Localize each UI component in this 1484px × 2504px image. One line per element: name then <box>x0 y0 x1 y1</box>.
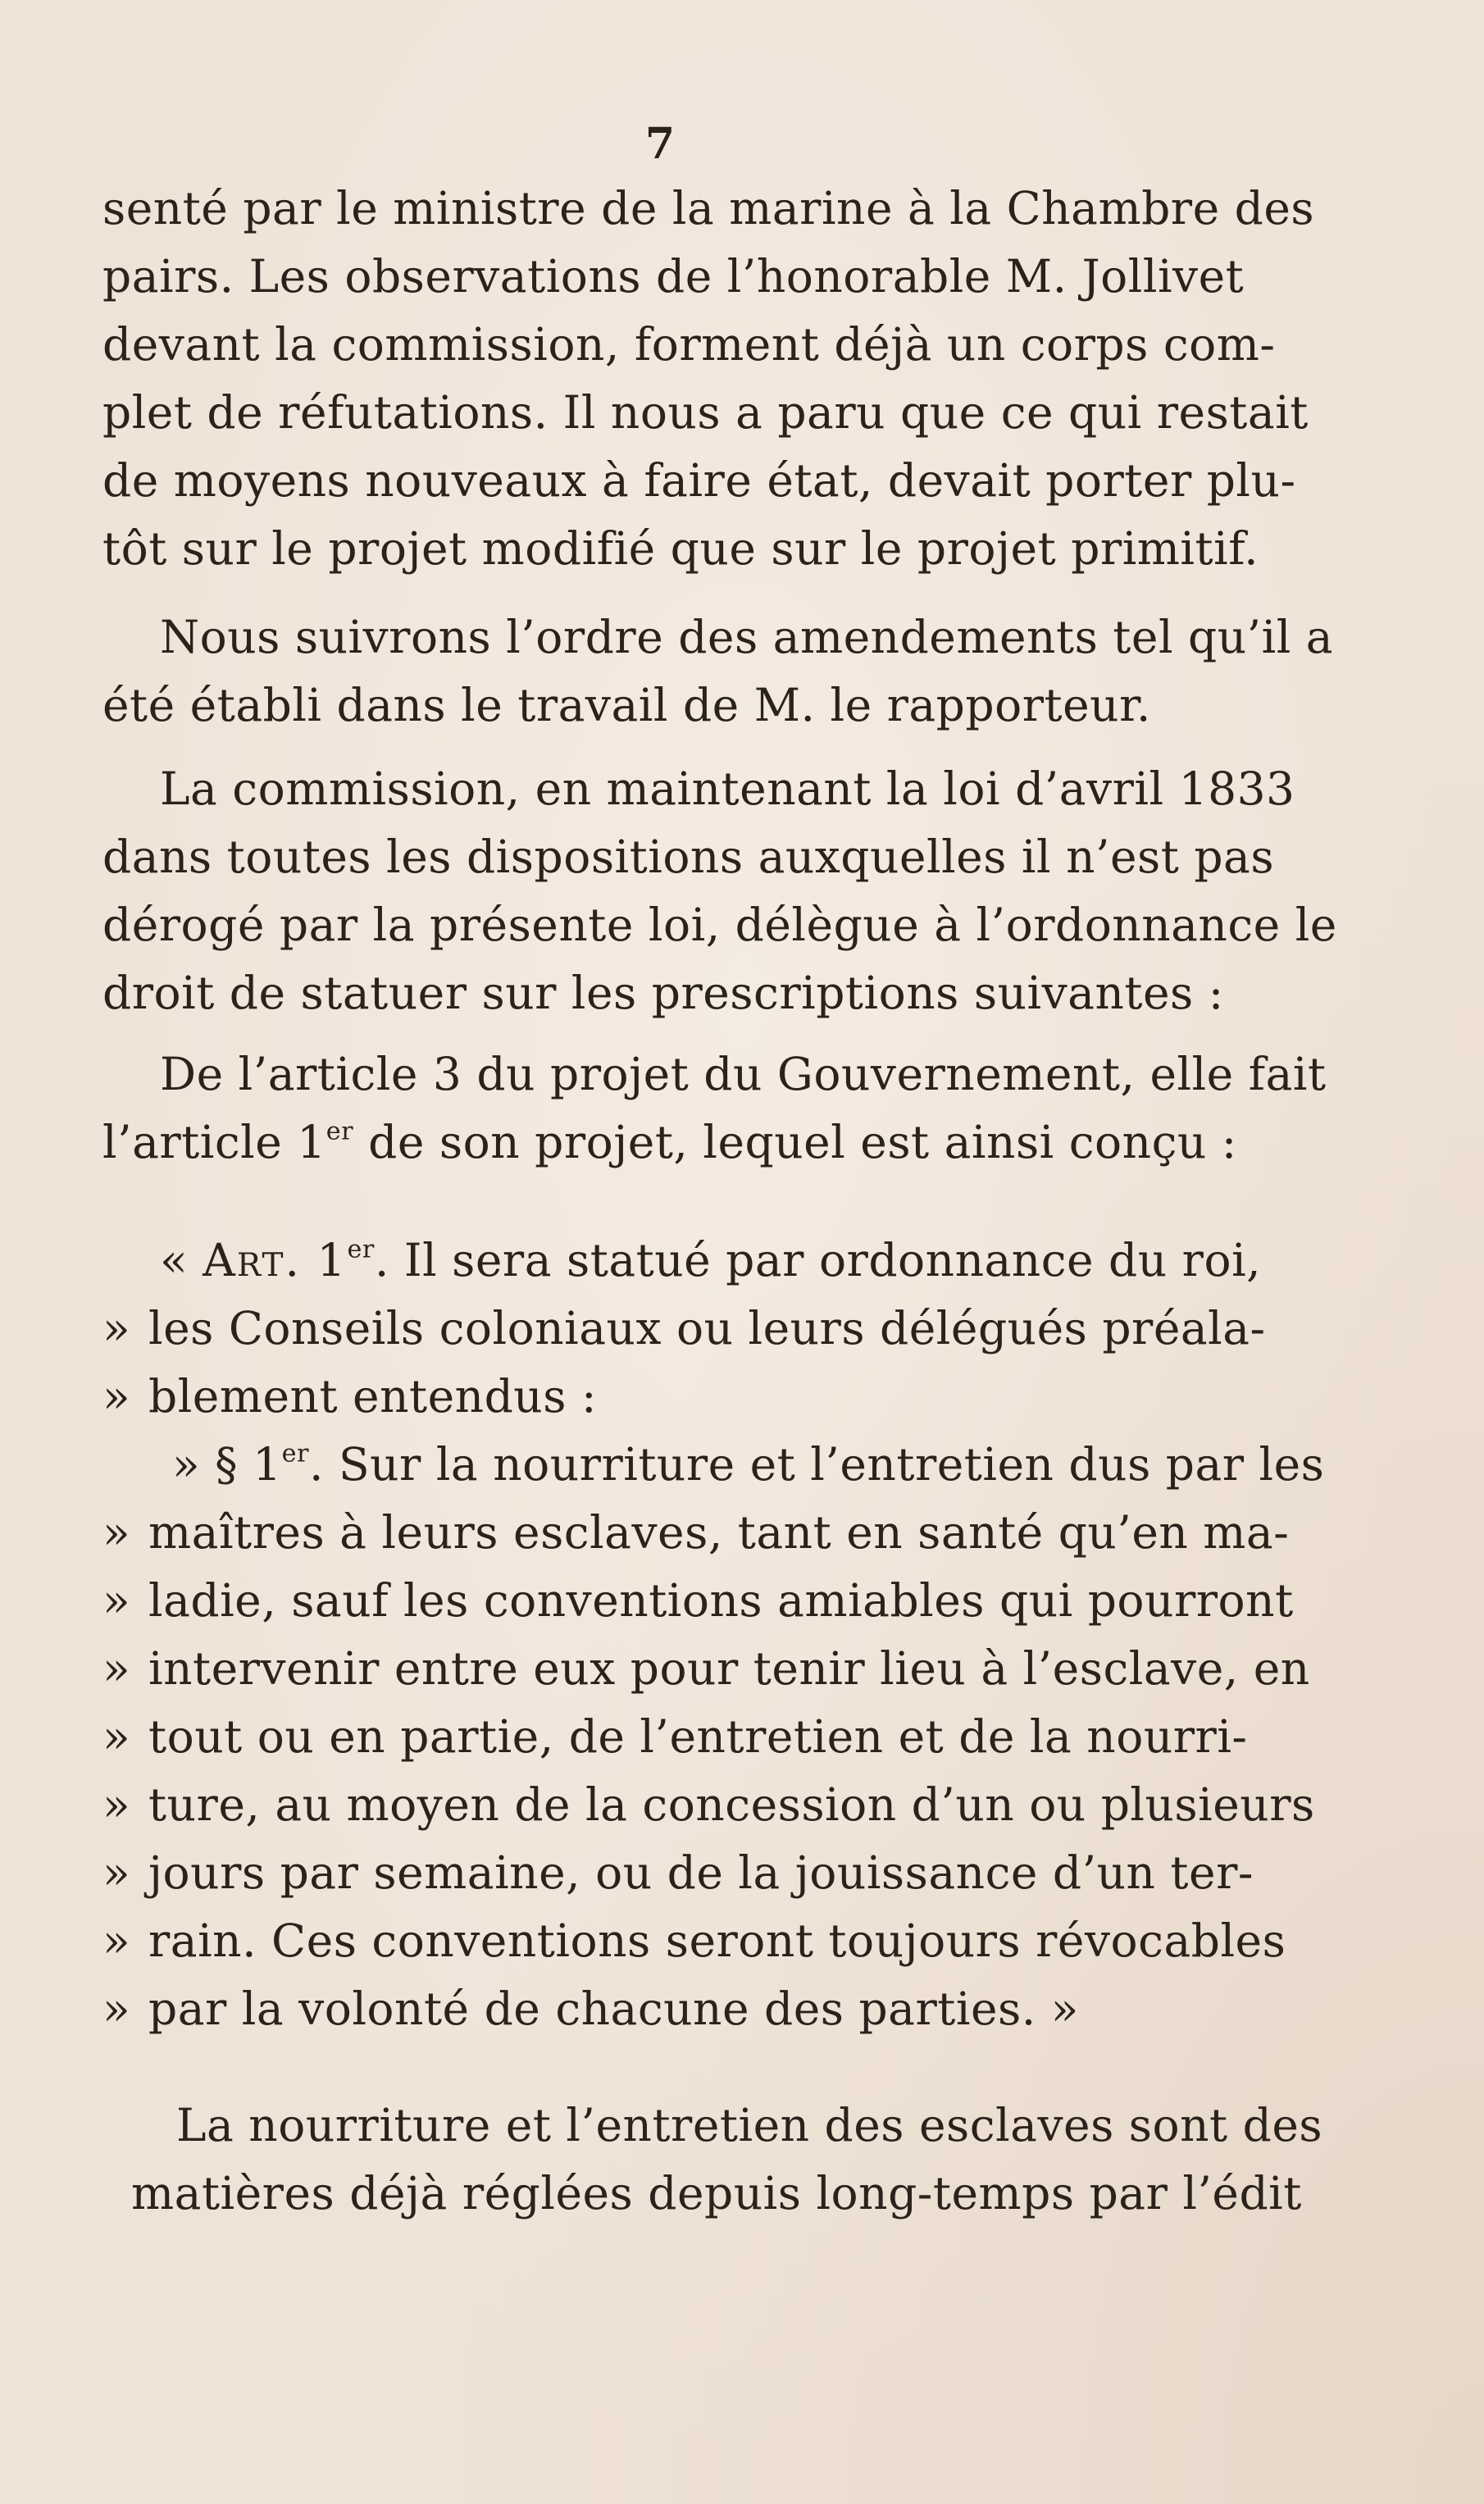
text-line: Nous suivrons l’ordre des amendements tel qu’il a <box>160 611 1334 663</box>
guillemet: » <box>102 1914 131 1967</box>
quote-line <box>102 1778 1315 1831</box>
text-line: matières déjà réglées depuis long-temps par l’édit <box>131 2167 1302 2219</box>
guillemet: » <box>102 1846 131 1899</box>
text-line: dans toutes les dispositions auxquelles il n’est pas <box>102 831 1275 883</box>
text-segment: par la volonté de chacune des parties. » <box>148 1983 1079 2035</box>
text-segment: de son projet, lequel est ainsi conçu : <box>353 1116 1237 1168</box>
text-line: dérogé par la présente loi, délègue à l’ordonnance le <box>102 899 1337 951</box>
text-line <box>102 1116 1237 1168</box>
article-label: Art. 1 <box>203 1234 348 1286</box>
text-segment: rain. Ces conventions seront toujours révocables <box>148 1914 1286 1967</box>
text-line: La nourriture et l’entretien des esclaves sont des <box>176 2099 1323 2151</box>
text-segment: maîtres à leurs esclaves, tant en santé qu’en ma- <box>148 1506 1290 1559</box>
text-line: La commission, en maintenant la loi d’avril 1833 <box>160 763 1295 815</box>
text-line: droit de statuer sur les prescriptions suivantes : <box>102 967 1224 1019</box>
guillemet: » <box>102 1574 131 1627</box>
text-segment: ture, au moyen de la concession d’un ou plusieurs <box>148 1778 1315 1831</box>
quote-line-article <box>160 1234 1262 1286</box>
quote-line <box>102 1642 1310 1695</box>
text-line: devant la commission, forment déjà un corps com- <box>102 318 1276 371</box>
text-line: pairs. Les observations de l’honorable M. Jollivet <box>102 250 1245 303</box>
text-segment: jours par semaine, ou de la jouissance d’un ter- <box>148 1846 1254 1899</box>
guillemet: » <box>102 1710 131 1763</box>
text-segment: ladie, sauf les conventions amiables qui pourront <box>148 1574 1294 1627</box>
guillemet: » <box>102 1642 131 1695</box>
quote-line <box>102 1914 1286 1967</box>
quote-line-section <box>172 1438 1325 1491</box>
superscript: er <box>325 1117 354 1146</box>
text-segment: l’article 1 <box>102 1116 326 1168</box>
text-segment: . Sur la nourriture et l’entretien dus par les <box>308 1438 1325 1491</box>
guillemet-open: « <box>160 1234 203 1286</box>
superscript: er <box>347 1235 375 1264</box>
superscript: er <box>281 1439 309 1468</box>
text-segment: blement entendus : <box>148 1370 597 1423</box>
section-marker: » § 1 <box>172 1438 282 1491</box>
text-line: tôt sur le projet modifié que sur le projet primitif. <box>102 522 1259 575</box>
guillemet: » <box>102 1370 131 1423</box>
guillemet: » <box>102 1778 131 1831</box>
guillemet: » <box>102 1302 131 1354</box>
guillemet: » <box>102 1983 131 2035</box>
guillemet: » <box>102 1506 131 1559</box>
text-segment: les Conseils coloniaux ou leurs délégués préala- <box>148 1302 1266 1354</box>
quote-line <box>102 1370 597 1423</box>
text-line: plet de réfutations. Il nous a paru que ce qui restait <box>102 386 1309 439</box>
text-line: De l’article 3 du projet du Gouvernement, elle fait <box>160 1048 1327 1100</box>
quote-line <box>102 1710 1248 1763</box>
quote-line <box>102 1506 1290 1559</box>
quote-line <box>102 1846 1254 1899</box>
text-line: de moyens nouveaux à faire état, devait porter plu- <box>102 454 1296 507</box>
quote-line <box>102 1574 1294 1627</box>
quote-line <box>102 1302 1266 1354</box>
text-segment: tout ou en partie, de l’entretien et de la nourri- <box>148 1710 1248 1763</box>
text-segment: intervenir entre eux pour tenir lieu à l’esclave, en <box>148 1642 1310 1695</box>
text-line: senté par le ministre de la marine à la Chambre des <box>102 182 1315 234</box>
text-segment: . Il sera statué par ordonnance du roi, <box>374 1234 1262 1286</box>
text-line: été établi dans le travail de M. le rapporteur. <box>102 679 1151 731</box>
quote-line <box>102 1983 1079 2035</box>
page-number: 7 <box>644 119 676 169</box>
